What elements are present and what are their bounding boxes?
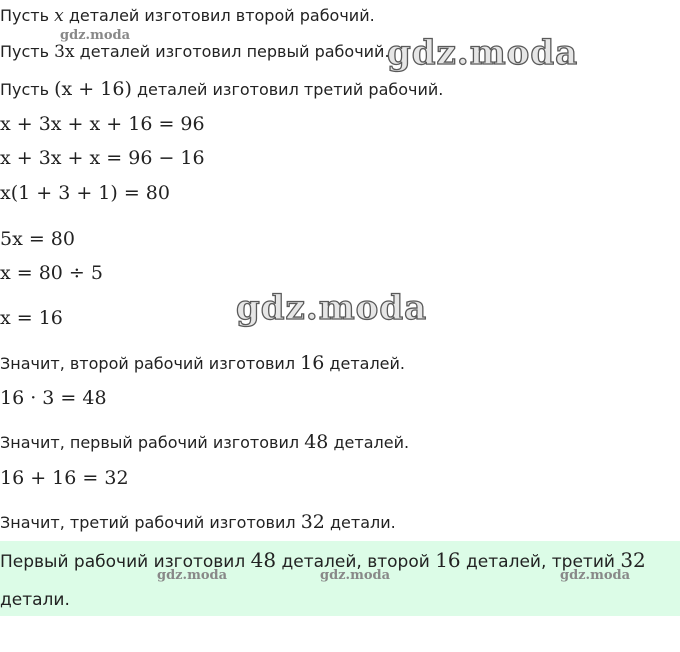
text: деталей. — [324, 354, 405, 373]
text: Пусть — [0, 42, 55, 61]
math-number: 32 — [620, 548, 646, 572]
equation-3: x(1 + 3 + 1) = 80 — [0, 182, 170, 204]
text: деталей. — [328, 433, 410, 452]
equation-2: x + 3x + x = 96 − 16 — [0, 147, 205, 169]
equation-4: 5x = 80 — [0, 228, 75, 250]
text: Значит, третий рабочий изготовил — [0, 513, 301, 532]
watermark: gdz.moda — [387, 33, 579, 73]
conclusion-3 — [0, 512, 396, 533]
watermark: gdz.moda — [60, 28, 131, 43]
math-number: 16 — [300, 352, 325, 374]
equation-5: x = 80 ÷ 5 — [0, 262, 103, 284]
text-line-3 — [0, 79, 443, 100]
math-number: 16 — [435, 548, 461, 572]
text: Значит, второй рабочий изготовил — [0, 354, 301, 373]
equation-6: x = 16 — [0, 307, 63, 329]
watermark: gdz.moda — [236, 288, 428, 328]
text: Значит, первый рабочий изготовил — [0, 433, 305, 452]
watermark: gdz.moda — [560, 568, 631, 583]
text: Пусть — [0, 6, 55, 25]
math-expression: 3x — [54, 42, 75, 62]
watermark: gdz.moda — [320, 568, 391, 583]
math-expression: (x + 16) — [54, 78, 132, 100]
math-number: 48 — [250, 548, 277, 572]
conclusion-2 — [0, 432, 409, 453]
math-number: 48 — [304, 431, 329, 453]
equation-7: 16 · 3 = 48 — [0, 387, 107, 409]
text-line-2 — [0, 42, 390, 62]
math-variable: x — [54, 6, 64, 26]
equation-8: 16 + 16 = 32 — [0, 467, 129, 489]
text: деталей изготовил второй рабочий. — [63, 6, 375, 25]
conclusion-1 — [0, 353, 405, 374]
text-line-1 — [0, 6, 375, 26]
answer-line-2: детали. — [0, 590, 70, 610]
watermark: gdz.moda — [157, 568, 228, 583]
equation-1: x + 3x + x + 16 = 96 — [0, 113, 205, 135]
text: Пусть — [0, 80, 55, 99]
text: деталей изготовил первый рабочий. — [74, 42, 390, 61]
text: Первый рабочий изготовил — [0, 552, 251, 572]
text: деталей изготовил третий рабочий. — [131, 80, 444, 99]
text: детали. — [324, 513, 396, 532]
math-number: 32 — [300, 511, 325, 533]
text: деталей, второй — [276, 552, 436, 572]
text: деталей, третий — [460, 552, 621, 572]
